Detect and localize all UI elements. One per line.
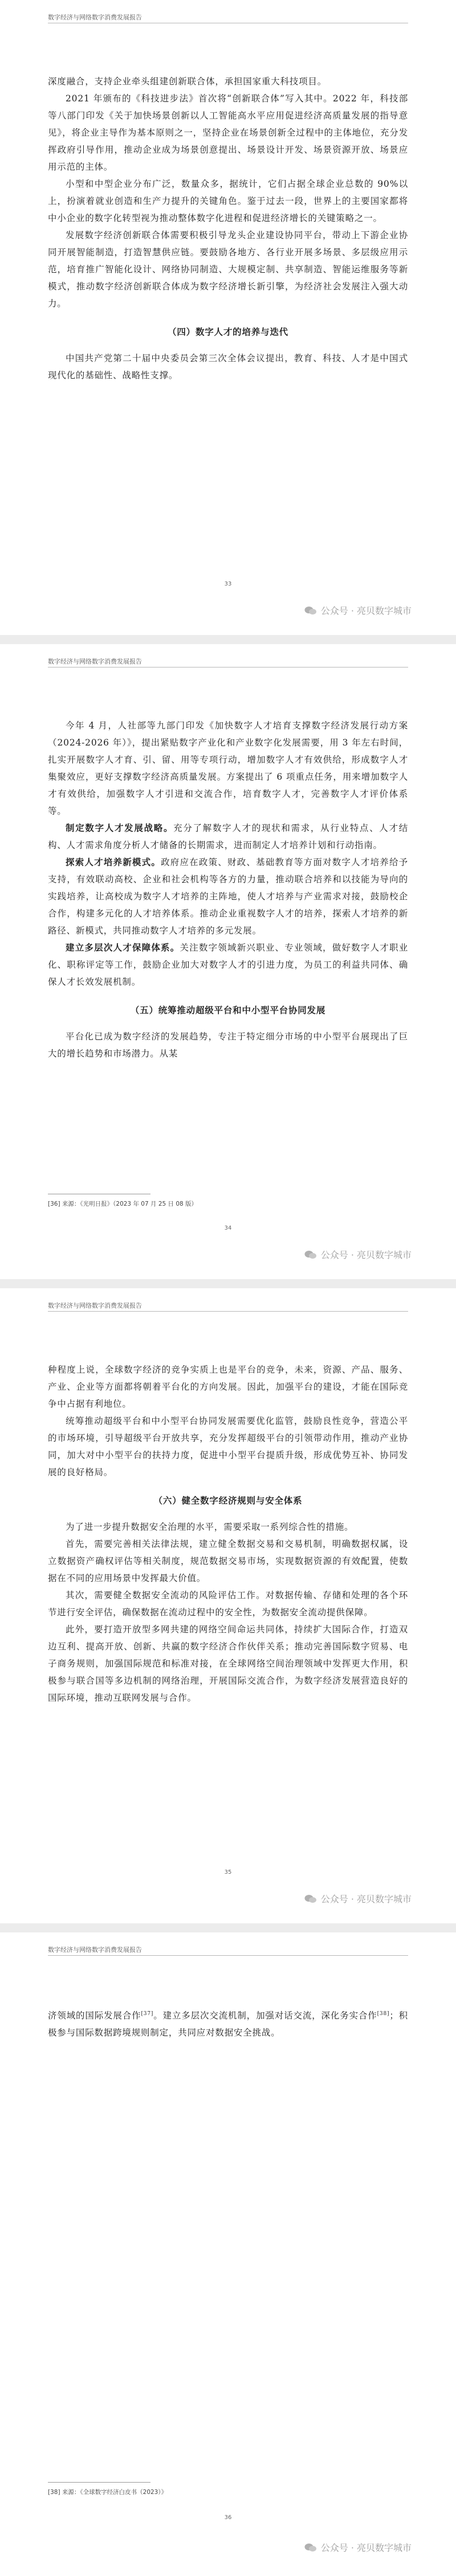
paragraph: 发展数字经济创新联合体需要积极引导龙头企业建设协同平台，带动上下游企业协同开展智能制造，打造智慧供应链。要鼓励各地方、各行业开展多场景、多层级应用示范，培育推广智能化设计、网络协同制造、大规模定制、共享制造、智能运维服务等新模式，推动数字经济创新联合体成为数字经济增长新引擎，为经济社会发展注入强大动力。 bbox=[48, 230, 408, 309]
paragraph: 中国共产党第二十届中央委员会第三次全体会议提出，教育、科技、人才是中国式现代化的基础性、战略性支撑。 bbox=[48, 353, 408, 380]
section-heading: （六）健全数字经济规则与安全体系 bbox=[153, 1495, 303, 1506]
running-header: 数字经济与网络数字消费发展报告 bbox=[48, 658, 142, 665]
watermark bbox=[304, 2541, 412, 2554]
paragraph: 2021 年颁布的《科技进步法》首次将“创新联合体”写入其中。2022 年，科技部等八部门印发《关于加快场景创新以人工智能高水平应用促进经济高质量发展的指导意见》，将企业主导作为基本原则之一，坚持企业在场景创新全过程中的主体地位，充分发挥政府引导作用，推动企业成为场景创意提出、场景设计开发、场景资源开放、场景应用示范的主体。 bbox=[48, 93, 408, 172]
watermark-text: 公众号 · 亮贝数字城市 bbox=[320, 1894, 412, 1905]
header-rule bbox=[48, 1311, 408, 1312]
bold-lead: 制定数字人才发展战略。 bbox=[66, 822, 174, 833]
watermark-text: 公众号 · 亮贝数字城市 bbox=[320, 1250, 412, 1260]
footnote-rule bbox=[48, 2482, 150, 2483]
paragraph: 为了进一步提升数据安全治理的水平，需要采取一系列综合性的措施。 bbox=[66, 1522, 354, 1532]
header-rule bbox=[48, 1955, 408, 1956]
paragraph: 此外，要打造开放型多网共建的网络空间命运共同体，持续扩大国际合作，打造双边互利、提高开放、创新、共赢的数字经济合作伙伴关系；推动完善国际数字贸易、电子商务规则，加强国际规范和标准对接，在全球网络空间治理领域中发挥更大作用，积极参与联合国等多边机制的网络治理，开展国际交流合作，为数字经济发展营造良好的国际环境，推动互联网发展与合作。 bbox=[48, 1624, 408, 1703]
section-heading: （四）数字人才的培养与迭代 bbox=[168, 326, 288, 337]
item-text: 关注数字领域新兴职业、专业领域，做好数字人才职业化、职称评定等工作，鼓励企业加大对数字人才的引进力度，为员工的利益共同体、确保人才长效发展机制。 bbox=[48, 943, 408, 987]
watermark bbox=[304, 604, 412, 617]
wechat-icon bbox=[304, 606, 317, 615]
watermark bbox=[304, 1248, 412, 1261]
watermark-text: 公众号 · 亮贝数字城市 bbox=[320, 2542, 412, 2553]
page-number: 35 bbox=[224, 1869, 232, 1875]
running-header: 数字经济与网络数字消费发展报告 bbox=[48, 1946, 142, 1953]
bold-lead: 探索人才培养新模式。 bbox=[66, 857, 161, 867]
paragraph: 首先，需要完善相关法律法规，建立健全数据交易和交易机制，明确数据权属，设立数据资产确权评估等相关制度，规范数据交易市场，实现数据资源的有效配置，使数据在不同的应用场景中发挥最大价值。 bbox=[48, 1539, 408, 1583]
page-number: 34 bbox=[224, 1225, 232, 1231]
footnote: [36] 来源：《光明日报》（2023 年 07 月 25 日 08 版） bbox=[48, 1201, 198, 1207]
section-heading: （五）统筹推动超级平台和中小型平台协同发展 bbox=[130, 1005, 326, 1015]
paragraph-part: 积极参与国际数据跨境规则制定，共同应对数据安全挑战。 bbox=[48, 2010, 408, 2038]
paragraph: 平台化已成为数字经济的发展趋势，专注于特定细分市场的中小型平台展现出了巨大的增长趋势和市场潜力。从某 bbox=[48, 1031, 408, 1059]
watermark-text: 公众号 · 亮贝数字城市 bbox=[320, 605, 412, 616]
paragraph: 深度融合，支持企业牵头组建创新联合体，承担国家重大科技项目。 bbox=[48, 76, 327, 87]
page-2 bbox=[0, 644, 456, 1279]
paragraph: 统筹推动超级平台和中小型平台协同发展需要优化监管，鼓励良性竞争，营造公平的市场环境，引导超级平台开放共享，充分发挥超级平台的引领带动作用，推动产业协同，加大对中小型平台的扶持力度，促进中小型平台提质升级，形成优势互补、协同发展的良好格局。 bbox=[48, 1416, 408, 1477]
page-4 bbox=[0, 1932, 456, 2576]
wechat-icon bbox=[304, 2543, 317, 2552]
wechat-icon bbox=[304, 1894, 317, 1903]
bold-item bbox=[48, 939, 408, 990]
page-3 bbox=[0, 1288, 456, 1923]
wechat-icon bbox=[304, 1250, 317, 1259]
paragraph: 小型和中型企业分布广泛，数量众多，据统计，它们占据全球企业总数的 90%以上，扮演着就业创造和生产力提升的关键角色。鉴于过去一段，世界上的主要国家都将中小企业的数字化转型视为推动整体数字化进程和促进经济增长的关键策略之一。 bbox=[48, 179, 408, 223]
page-number: 33 bbox=[224, 581, 232, 587]
page-3-body bbox=[48, 1361, 408, 1706]
footnote: [38] 来源：《全球数字经济白皮书（2023）》 bbox=[48, 2489, 168, 2496]
page-4-body bbox=[48, 2005, 408, 2041]
page-1 bbox=[0, 0, 456, 635]
page-1-body bbox=[48, 73, 408, 384]
footnote-ref: [38] bbox=[377, 2011, 390, 2017]
paragraph-part: 济领域的国际发展合作 bbox=[48, 2010, 141, 2021]
page-number: 36 bbox=[224, 2514, 232, 2521]
running-header: 数字经济与网络数字消费发展报告 bbox=[48, 1302, 142, 1309]
bold-item bbox=[48, 820, 408, 854]
page-2-body bbox=[48, 717, 408, 1062]
bold-lead: 建立多层次人才保障体系。 bbox=[66, 942, 180, 953]
bold-item bbox=[48, 854, 408, 939]
footnote-ref: [37] bbox=[141, 2011, 154, 2017]
running-header: 数字经济与网络数字消费发展报告 bbox=[48, 14, 142, 21]
watermark bbox=[304, 1892, 412, 1905]
paragraph: 济领域的国际发展合作[37]。建立多层次交流机制，加强对话交流，深化务实合作[38]；积极参与国际数据跨境规则制定，共同应对数据安全挑战。 bbox=[48, 2010, 408, 2038]
item-text: 充分了解数字人才的现状和需求，从行业特点、人才结构、人才需求角度分析人才储备的长期需求，进而制定人才培养计划和行动指南。 bbox=[48, 823, 408, 850]
paragraph: 种程度上说，全球数字经济的竞争实质上也是平台的竞争，未来，资源、产品、服务、产业、企业等方面都将朝着平台化的方向发展。因此，加强平台的建设，才能在国际竞争中占据有利地位。 bbox=[48, 1365, 408, 1409]
paragraph-part: 建立多层次交流机制，加强对话交流，深化务实合作 bbox=[162, 2010, 377, 2021]
item-text: 政府应在政策、财政、基础教育等方面对数字人才培养给予支持，有效联动高校、企业和社会机构等各方的力量，推动联合培养和以技能为导向的实践培养，让高校成为数字人才培养的主阵地，使人才培养与产业需求对接，鼓励校企合作，构建多元化的人才培养体系。推动企业重视数字人才的培养，探索人才培养的新路径、新模式，共同推动数字人才培养的多元发展。 bbox=[48, 857, 408, 936]
paragraph: 其次，需要健全数据安全流动的风险评估工作。对数据传输、存储和处理的各个环节进行安全评估，确保数据在流动过程中的安全性，为数据安全流动提供保障。 bbox=[48, 1590, 408, 1617]
paragraph: 今年 4 月，人社部等九部门印发《加快数字人才培育支撑数字经济发展行动方案（2024-2026 年）》，提出紧贴数字产业化和产业数字化发展需要，用 3 年左右时间，扎实开展数字人才育、引、留、用等专项行动，增加数字人才有效供给，形成数字人才集聚效应，更好支撑数字经济高质量发展。方案提出了 6 项重点任务，用来增加数字人才有效供给，加强数字人才引进和交流合作，培育数字人才，完善数字人才评价体系等。 bbox=[48, 720, 408, 816]
